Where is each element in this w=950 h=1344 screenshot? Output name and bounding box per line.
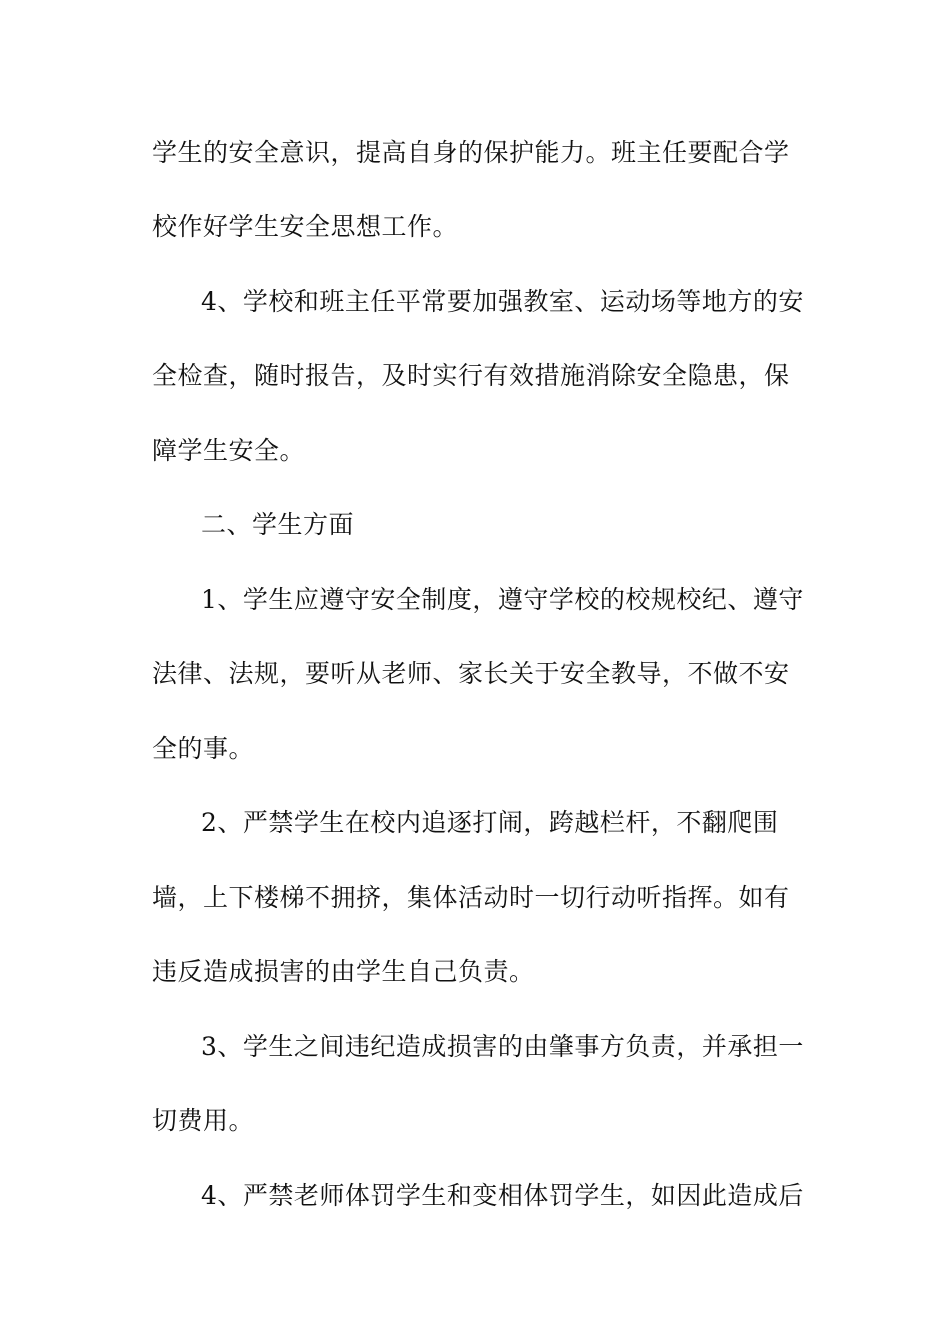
text-line: 全检查，随时报告，及时实行有效措施消除安全隐患，保: [152, 361, 790, 390]
text-line: 4、学校和班主任平常要加强教室、运动场等地方的安: [201, 287, 804, 316]
text-line: 障学生安全。: [152, 436, 306, 465]
text-line: 全的事。: [152, 734, 255, 763]
text-line: 3、学生之间违纪造成损害的由肇事方负责，并承担一: [201, 1032, 804, 1061]
text-line: 切费用。: [152, 1106, 255, 1135]
text-line: 违反造成损害的由学生自己负责。: [152, 957, 535, 986]
text-line: 校作好学生安全思想工作。: [152, 212, 459, 241]
section-heading: 二、学生方面: [201, 510, 355, 539]
text-line: 4、严禁老师体罚学生和变相体罚学生，如因此造成后: [201, 1181, 804, 1210]
text-line: 学生的安全意识，提高自身的保护能力。班主任要配合学: [152, 138, 790, 167]
text-line: 2、严禁学生在校内追逐打闹，跨越栏杆，不翻爬围: [201, 808, 779, 837]
text-line: 墙，上下楼梯不拥挤，集体活动时一切行动听指挥。如有: [152, 883, 790, 912]
text-line: 法律、法规，要听从老师、家长关于安全教导，不做不安: [152, 659, 790, 688]
text-line: 1、学生应遵守安全制度，遵守学校的校规校纪、遵守: [201, 585, 804, 614]
